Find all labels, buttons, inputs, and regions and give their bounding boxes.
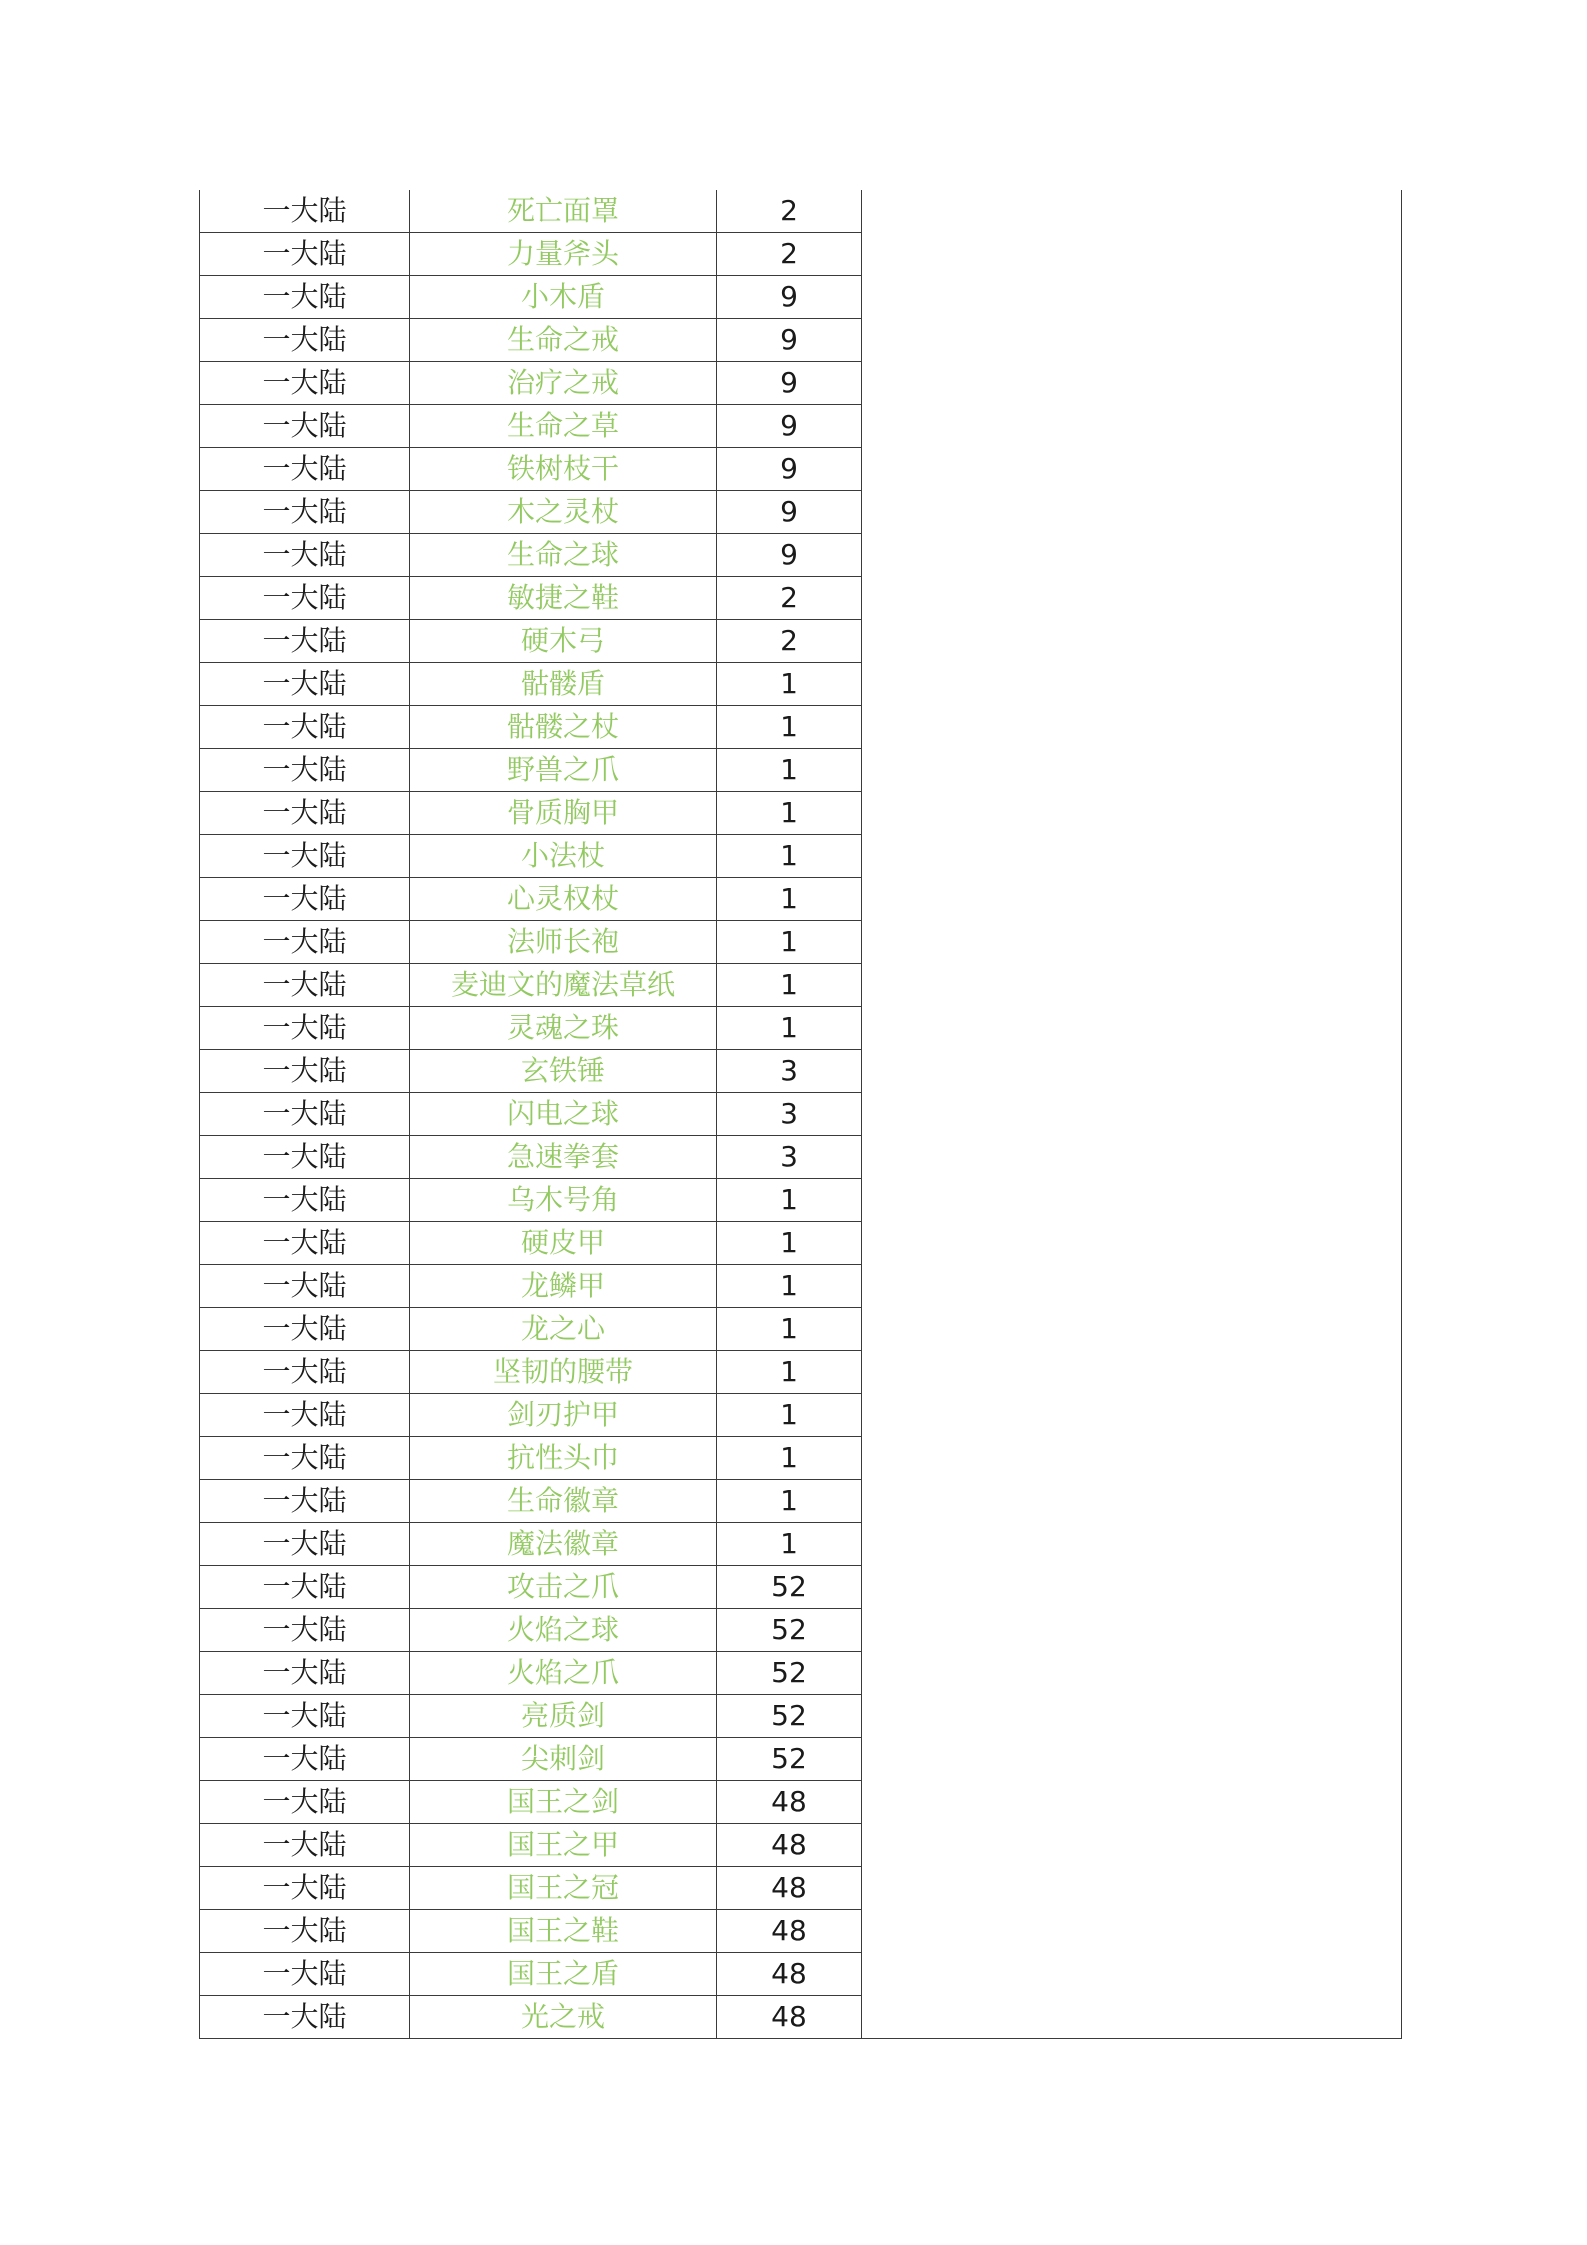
region-cell: 一大陆 <box>200 1007 410 1050</box>
notes-cell <box>862 663 1402 706</box>
region-cell: 一大陆 <box>200 1308 410 1351</box>
notes-cell <box>862 491 1402 534</box>
quantity-cell: 3 <box>717 1093 862 1136</box>
quantity-cell: 9 <box>717 362 862 405</box>
notes-cell <box>862 1609 1402 1652</box>
region-cell: 一大陆 <box>200 878 410 921</box>
table-row <box>200 1867 1402 1910</box>
item-name-cell: 魔法徽章 <box>410 1523 717 1566</box>
table-row <box>200 233 1402 276</box>
item-name-cell: 铁树枝干 <box>410 448 717 491</box>
quantity-cell: 48 <box>717 1996 862 2039</box>
item-name-cell: 小木盾 <box>410 276 717 319</box>
notes-cell <box>862 1437 1402 1480</box>
notes-cell <box>862 276 1402 319</box>
table-row <box>200 1523 1402 1566</box>
region-cell: 一大陆 <box>200 534 410 577</box>
quantity-cell: 1 <box>717 1222 862 1265</box>
item-name-cell: 骨质胸甲 <box>410 792 717 835</box>
table-row <box>200 835 1402 878</box>
region-cell: 一大陆 <box>200 1781 410 1824</box>
table-row <box>200 362 1402 405</box>
item-table-body <box>200 190 1402 2039</box>
notes-cell <box>862 1394 1402 1437</box>
table-row <box>200 749 1402 792</box>
notes-cell <box>862 319 1402 362</box>
region-cell: 一大陆 <box>200 1652 410 1695</box>
notes-cell <box>862 1523 1402 1566</box>
region-cell: 一大陆 <box>200 1953 410 1996</box>
item-name-cell: 硬皮甲 <box>410 1222 717 1265</box>
region-cell: 一大陆 <box>200 1867 410 1910</box>
quantity-cell: 1 <box>717 1523 862 1566</box>
notes-cell <box>862 620 1402 663</box>
table-row <box>200 1179 1402 1222</box>
item-name-cell: 亮质剑 <box>410 1695 717 1738</box>
region-cell: 一大陆 <box>200 491 410 534</box>
item-name-cell: 力量斧头 <box>410 233 717 276</box>
item-name-cell: 国王之剑 <box>410 1781 717 1824</box>
region-cell: 一大陆 <box>200 749 410 792</box>
notes-cell <box>862 835 1402 878</box>
notes-cell <box>862 1351 1402 1394</box>
table-row <box>200 878 1402 921</box>
notes-cell <box>862 577 1402 620</box>
table-row <box>200 1609 1402 1652</box>
region-cell: 一大陆 <box>200 1566 410 1609</box>
table-row <box>200 491 1402 534</box>
table-row <box>200 1050 1402 1093</box>
table-row <box>200 1781 1402 1824</box>
notes-cell <box>862 749 1402 792</box>
item-name-cell: 攻击之爪 <box>410 1566 717 1609</box>
item-name-cell: 木之灵杖 <box>410 491 717 534</box>
notes-cell <box>862 921 1402 964</box>
quantity-cell: 52 <box>717 1609 862 1652</box>
quantity-cell: 1 <box>717 1437 862 1480</box>
quantity-cell: 1 <box>717 1351 862 1394</box>
table-row <box>200 1351 1402 1394</box>
region-cell: 一大陆 <box>200 1351 410 1394</box>
table-row <box>200 319 1402 362</box>
quantity-cell: 1 <box>717 1007 862 1050</box>
notes-cell <box>862 405 1402 448</box>
item-name-cell: 火焰之爪 <box>410 1652 717 1695</box>
region-cell: 一大陆 <box>200 1910 410 1953</box>
notes-cell <box>862 1308 1402 1351</box>
table-row <box>200 1480 1402 1523</box>
table-row <box>200 1136 1402 1179</box>
table-row <box>200 1566 1402 1609</box>
notes-cell <box>862 1738 1402 1781</box>
table-row <box>200 964 1402 1007</box>
notes-cell <box>862 1824 1402 1867</box>
item-name-cell: 硬木弓 <box>410 620 717 663</box>
quantity-cell: 9 <box>717 405 862 448</box>
region-cell: 一大陆 <box>200 964 410 1007</box>
notes-cell <box>862 1996 1402 2039</box>
quantity-cell: 48 <box>717 1824 862 1867</box>
notes-cell <box>862 1480 1402 1523</box>
region-cell: 一大陆 <box>200 1179 410 1222</box>
item-name-cell: 死亡面罩 <box>410 190 717 233</box>
table-row <box>200 706 1402 749</box>
table-row <box>200 190 1402 233</box>
region-cell: 一大陆 <box>200 1824 410 1867</box>
item-name-cell: 坚韧的腰带 <box>410 1351 717 1394</box>
quantity-cell: 1 <box>717 878 862 921</box>
table-row <box>200 1093 1402 1136</box>
item-name-cell: 龙鳞甲 <box>410 1265 717 1308</box>
table-row <box>200 1265 1402 1308</box>
notes-cell <box>862 534 1402 577</box>
table-row <box>200 1953 1402 1996</box>
region-cell: 一大陆 <box>200 792 410 835</box>
table-row <box>200 1308 1402 1351</box>
quantity-cell: 1 <box>717 1308 862 1351</box>
region-cell: 一大陆 <box>200 233 410 276</box>
quantity-cell: 1 <box>717 749 862 792</box>
item-name-cell: 乌木号角 <box>410 1179 717 1222</box>
region-cell: 一大陆 <box>200 448 410 491</box>
quantity-cell: 1 <box>717 835 862 878</box>
region-cell: 一大陆 <box>200 1480 410 1523</box>
table-row <box>200 1996 1402 2039</box>
table-row <box>200 921 1402 964</box>
region-cell: 一大陆 <box>200 1265 410 1308</box>
item-table <box>199 190 1402 2039</box>
item-name-cell: 龙之心 <box>410 1308 717 1351</box>
notes-cell <box>862 1265 1402 1308</box>
item-name-cell: 剑刃护甲 <box>410 1394 717 1437</box>
region-cell: 一大陆 <box>200 190 410 233</box>
quantity-cell: 2 <box>717 620 862 663</box>
item-name-cell: 骷髅之杖 <box>410 706 717 749</box>
region-cell: 一大陆 <box>200 1996 410 2039</box>
notes-cell <box>862 1007 1402 1050</box>
quantity-cell: 1 <box>717 1480 862 1523</box>
quantity-cell: 48 <box>717 1867 862 1910</box>
quantity-cell: 1 <box>717 706 862 749</box>
notes-cell <box>862 792 1402 835</box>
region-cell: 一大陆 <box>200 1523 410 1566</box>
item-name-cell: 尖刺剑 <box>410 1738 717 1781</box>
quantity-cell: 1 <box>717 1394 862 1437</box>
item-name-cell: 敏捷之鞋 <box>410 577 717 620</box>
item-name-cell: 国王之鞋 <box>410 1910 717 1953</box>
item-name-cell: 小法杖 <box>410 835 717 878</box>
table-row <box>200 792 1402 835</box>
quantity-cell: 48 <box>717 1910 862 1953</box>
notes-cell <box>862 1781 1402 1824</box>
region-cell: 一大陆 <box>200 1738 410 1781</box>
region-cell: 一大陆 <box>200 1609 410 1652</box>
table-row <box>200 1222 1402 1265</box>
item-name-cell: 玄铁锤 <box>410 1050 717 1093</box>
notes-cell <box>862 1867 1402 1910</box>
quantity-cell: 1 <box>717 663 862 706</box>
table-row <box>200 1824 1402 1867</box>
quantity-cell: 2 <box>717 233 862 276</box>
notes-cell <box>862 1566 1402 1609</box>
notes-cell <box>862 1093 1402 1136</box>
quantity-cell: 9 <box>717 534 862 577</box>
quantity-cell: 48 <box>717 1953 862 1996</box>
region-cell: 一大陆 <box>200 620 410 663</box>
item-name-cell: 生命之草 <box>410 405 717 448</box>
notes-cell <box>862 362 1402 405</box>
quantity-cell: 9 <box>717 319 862 362</box>
table-row <box>200 1910 1402 1953</box>
table-row <box>200 448 1402 491</box>
quantity-cell: 2 <box>717 577 862 620</box>
table-row <box>200 1738 1402 1781</box>
notes-cell <box>862 706 1402 749</box>
item-name-cell: 急速拳套 <box>410 1136 717 1179</box>
region-cell: 一大陆 <box>200 1394 410 1437</box>
region-cell: 一大陆 <box>200 1136 410 1179</box>
table-row <box>200 276 1402 319</box>
quantity-cell: 1 <box>717 964 862 1007</box>
table-row <box>200 577 1402 620</box>
item-name-cell: 麦迪文的魔法草纸 <box>410 964 717 1007</box>
region-cell: 一大陆 <box>200 319 410 362</box>
table-row <box>200 1695 1402 1738</box>
notes-cell <box>862 1050 1402 1093</box>
notes-cell <box>862 878 1402 921</box>
table-row <box>200 1437 1402 1480</box>
notes-cell <box>862 1910 1402 1953</box>
item-name-cell: 闪电之球 <box>410 1093 717 1136</box>
item-table-page <box>199 190 1399 2039</box>
quantity-cell: 52 <box>717 1695 862 1738</box>
quantity-cell: 48 <box>717 1781 862 1824</box>
table-row <box>200 620 1402 663</box>
quantity-cell: 9 <box>717 276 862 319</box>
region-cell: 一大陆 <box>200 1050 410 1093</box>
item-name-cell: 野兽之爪 <box>410 749 717 792</box>
quantity-cell: 3 <box>717 1136 862 1179</box>
item-name-cell: 生命之戒 <box>410 319 717 362</box>
notes-cell <box>862 1652 1402 1695</box>
quantity-cell: 1 <box>717 792 862 835</box>
notes-cell <box>862 1136 1402 1179</box>
region-cell: 一大陆 <box>200 1695 410 1738</box>
quantity-cell: 52 <box>717 1738 862 1781</box>
table-row <box>200 534 1402 577</box>
region-cell: 一大陆 <box>200 577 410 620</box>
notes-cell <box>862 1222 1402 1265</box>
item-name-cell: 法师长袍 <box>410 921 717 964</box>
region-cell: 一大陆 <box>200 362 410 405</box>
item-name-cell: 骷髅盾 <box>410 663 717 706</box>
notes-cell <box>862 448 1402 491</box>
table-row <box>200 1007 1402 1050</box>
quantity-cell: 1 <box>717 1179 862 1222</box>
region-cell: 一大陆 <box>200 706 410 749</box>
item-name-cell: 治疗之戒 <box>410 362 717 405</box>
notes-cell <box>862 964 1402 1007</box>
table-row <box>200 1394 1402 1437</box>
region-cell: 一大陆 <box>200 405 410 448</box>
notes-cell <box>862 233 1402 276</box>
item-name-cell: 光之戒 <box>410 1996 717 2039</box>
region-cell: 一大陆 <box>200 921 410 964</box>
table-row <box>200 405 1402 448</box>
notes-cell <box>862 1695 1402 1738</box>
notes-cell <box>862 1179 1402 1222</box>
item-name-cell: 抗性头巾 <box>410 1437 717 1480</box>
item-name-cell: 国王之盾 <box>410 1953 717 1996</box>
region-cell: 一大陆 <box>200 1093 410 1136</box>
notes-cell <box>862 1953 1402 1996</box>
table-row <box>200 663 1402 706</box>
region-cell: 一大陆 <box>200 1437 410 1480</box>
table-row <box>200 1652 1402 1695</box>
quantity-cell: 9 <box>717 491 862 534</box>
item-name-cell: 心灵权杖 <box>410 878 717 921</box>
notes-cell <box>862 190 1402 233</box>
quantity-cell: 52 <box>717 1652 862 1695</box>
quantity-cell: 3 <box>717 1050 862 1093</box>
region-cell: 一大陆 <box>200 1222 410 1265</box>
item-name-cell: 生命徽章 <box>410 1480 717 1523</box>
quantity-cell: 52 <box>717 1566 862 1609</box>
item-name-cell: 灵魂之珠 <box>410 1007 717 1050</box>
quantity-cell: 1 <box>717 1265 862 1308</box>
item-name-cell: 生命之球 <box>410 534 717 577</box>
item-name-cell: 国王之甲 <box>410 1824 717 1867</box>
region-cell: 一大陆 <box>200 663 410 706</box>
quantity-cell: 2 <box>717 190 862 233</box>
item-name-cell: 国王之冠 <box>410 1867 717 1910</box>
quantity-cell: 9 <box>717 448 862 491</box>
region-cell: 一大陆 <box>200 835 410 878</box>
item-name-cell: 火焰之球 <box>410 1609 717 1652</box>
quantity-cell: 1 <box>717 921 862 964</box>
region-cell: 一大陆 <box>200 276 410 319</box>
